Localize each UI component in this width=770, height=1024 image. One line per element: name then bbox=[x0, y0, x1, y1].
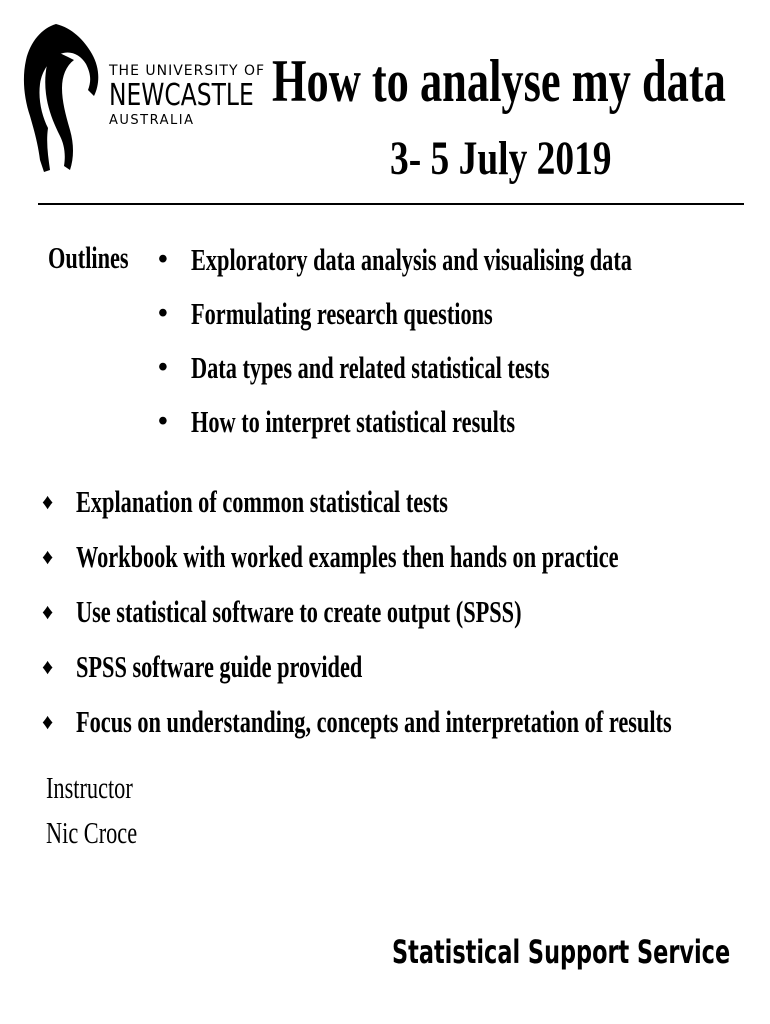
list-item bbox=[42, 702, 770, 757]
outline-item-text: How to interpret statistical results bbox=[191, 404, 515, 439]
seahorse-logo-icon bbox=[12, 20, 102, 180]
list-item bbox=[158, 240, 770, 294]
logo-line-university-of: THE UNIVERSITY OF bbox=[109, 63, 266, 79]
outlines-label: Outlines bbox=[48, 240, 129, 275]
outline-item-text: Exploratory data analysis and visualising data bbox=[191, 242, 632, 277]
feature-item-text: SPSS software guide provided bbox=[76, 649, 363, 684]
instructor-label: Instructor bbox=[46, 770, 133, 805]
list-item bbox=[42, 537, 770, 592]
diamond-bullet-icon: ♦ bbox=[42, 654, 54, 679]
list-item bbox=[42, 592, 770, 647]
diamond-bullet-icon: ♦ bbox=[42, 544, 54, 569]
outline-item-text: Data types and related statistical tests bbox=[191, 350, 550, 385]
list-item bbox=[158, 348, 770, 402]
outline-item-text: Formulating research questions bbox=[191, 296, 493, 331]
page-title: How to analyse my data bbox=[272, 48, 726, 114]
features-list bbox=[42, 482, 770, 757]
feature-item-text: Use statistical software to create output (SPSS) bbox=[76, 594, 522, 629]
feature-item-text: Workbook with worked examples then hands on practice bbox=[76, 539, 619, 574]
diamond-bullet-icon: ♦ bbox=[42, 599, 54, 624]
list-item bbox=[42, 482, 770, 537]
divider bbox=[38, 203, 744, 205]
list-item bbox=[42, 647, 770, 702]
outlines-list bbox=[158, 240, 770, 456]
feature-item-text: Explanation of common statistical tests bbox=[76, 484, 448, 519]
diamond-bullet-icon: ♦ bbox=[42, 709, 54, 734]
course-dates: 3- 5 July 2019 bbox=[390, 132, 612, 185]
logo-line-newcastle: NEWCASTLE bbox=[109, 78, 254, 113]
diamond-bullet-icon: ♦ bbox=[42, 489, 54, 514]
list-item bbox=[158, 402, 770, 456]
university-logo bbox=[12, 20, 266, 180]
bullet-icon: • bbox=[158, 298, 168, 329]
bullet-icon: • bbox=[158, 406, 168, 437]
list-item bbox=[158, 294, 770, 348]
feature-item-text: Focus on understanding, concepts and interpretation of results bbox=[76, 704, 672, 739]
footer-service-name: Statistical Support Service bbox=[392, 933, 731, 971]
logo-line-australia: AUSTRALIA bbox=[109, 113, 195, 128]
bullet-icon: • bbox=[158, 352, 168, 383]
bullet-icon: • bbox=[158, 244, 168, 275]
instructor-name: Nic Croce bbox=[46, 815, 138, 850]
